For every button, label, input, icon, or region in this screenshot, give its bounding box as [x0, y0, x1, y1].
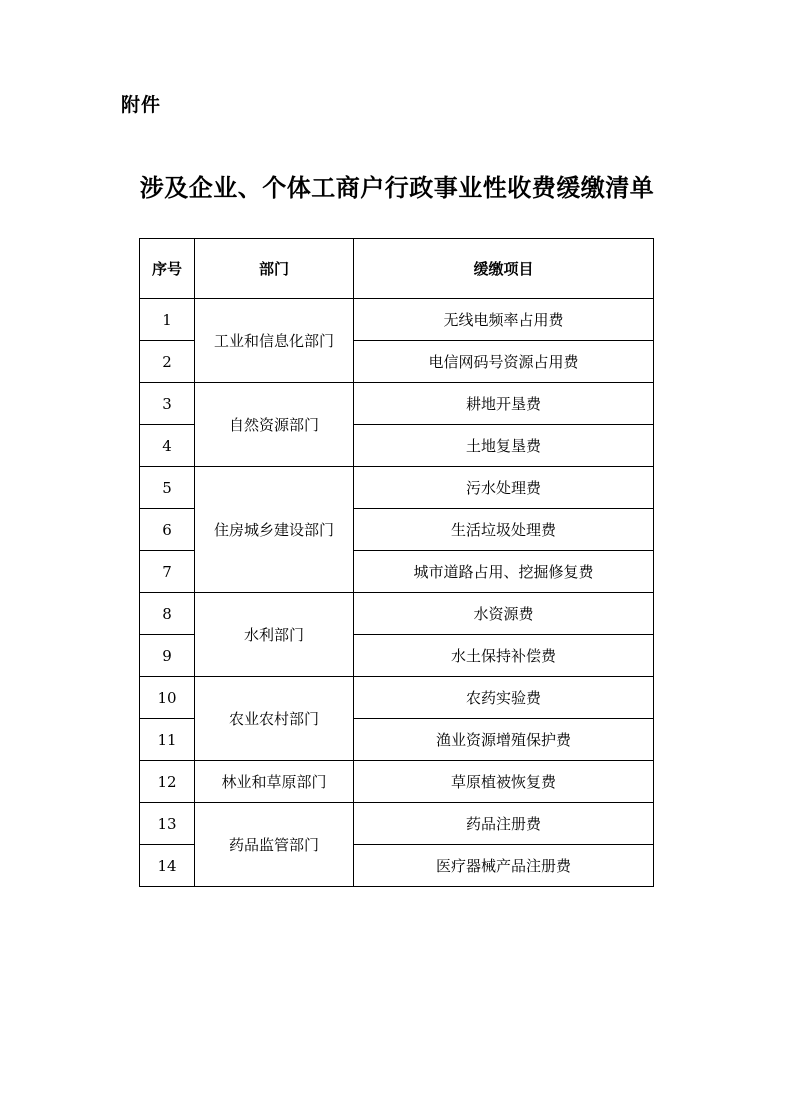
- row-number: 9: [140, 635, 195, 677]
- fee-item: 生活垃圾处理费: [354, 509, 654, 551]
- table-row: [140, 299, 654, 341]
- table-row: [140, 593, 654, 635]
- fee-item: 无线电频率占用费: [354, 299, 654, 341]
- fee-item: 水资源费: [354, 593, 654, 635]
- row-number: 13: [140, 803, 195, 845]
- row-number: 7: [140, 551, 195, 593]
- header-department: 部门: [195, 239, 354, 299]
- fee-item: 电信网码号资源占用费: [354, 341, 654, 383]
- department-name: 水利部门: [195, 593, 354, 677]
- attachment-label: 附件: [121, 94, 162, 116]
- table-row: [140, 383, 654, 425]
- row-number: 14: [140, 845, 195, 887]
- row-number: 11: [140, 719, 195, 761]
- fee-item: 农药实验费: [354, 677, 654, 719]
- department-name: 住房城乡建设部门: [195, 467, 354, 593]
- row-number: 6: [140, 509, 195, 551]
- department-name: 工业和信息化部门: [195, 299, 354, 383]
- fee-item: 水土保持补偿费: [354, 635, 654, 677]
- department-name: 林业和草原部门: [195, 761, 354, 803]
- fee-item: 渔业资源增殖保护费: [354, 719, 654, 761]
- table-row: [140, 467, 654, 509]
- table-row: [140, 761, 654, 803]
- document-title: 涉及企业、个体工商户行政事业性收费缓缴清单: [139, 173, 655, 202]
- row-number: 1: [140, 299, 195, 341]
- table-header-row: [140, 239, 654, 299]
- fee-item: 药品注册费: [354, 803, 654, 845]
- row-number: 4: [140, 425, 195, 467]
- fee-item: 城市道路占用、挖掘修复费: [354, 551, 654, 593]
- row-number: 2: [140, 341, 195, 383]
- header-no: 序号: [140, 239, 195, 299]
- fee-deferral-table: [139, 238, 654, 887]
- fee-item: 土地复垦费: [354, 425, 654, 467]
- department-name: 药品监管部门: [195, 803, 354, 887]
- row-number: 10: [140, 677, 195, 719]
- row-number: 3: [140, 383, 195, 425]
- row-number: 8: [140, 593, 195, 635]
- table-row: [140, 677, 654, 719]
- department-name: 农业农村部门: [195, 677, 354, 761]
- fee-item: 耕地开垦费: [354, 383, 654, 425]
- fee-item: 污水处理费: [354, 467, 654, 509]
- fee-item: 医疗器械产品注册费: [354, 845, 654, 887]
- row-number: 12: [140, 761, 195, 803]
- fee-item: 草原植被恢复费: [354, 761, 654, 803]
- header-item: 缓缴项目: [354, 239, 654, 299]
- department-name: 自然资源部门: [195, 383, 354, 467]
- row-number: 5: [140, 467, 195, 509]
- table-row: [140, 803, 654, 845]
